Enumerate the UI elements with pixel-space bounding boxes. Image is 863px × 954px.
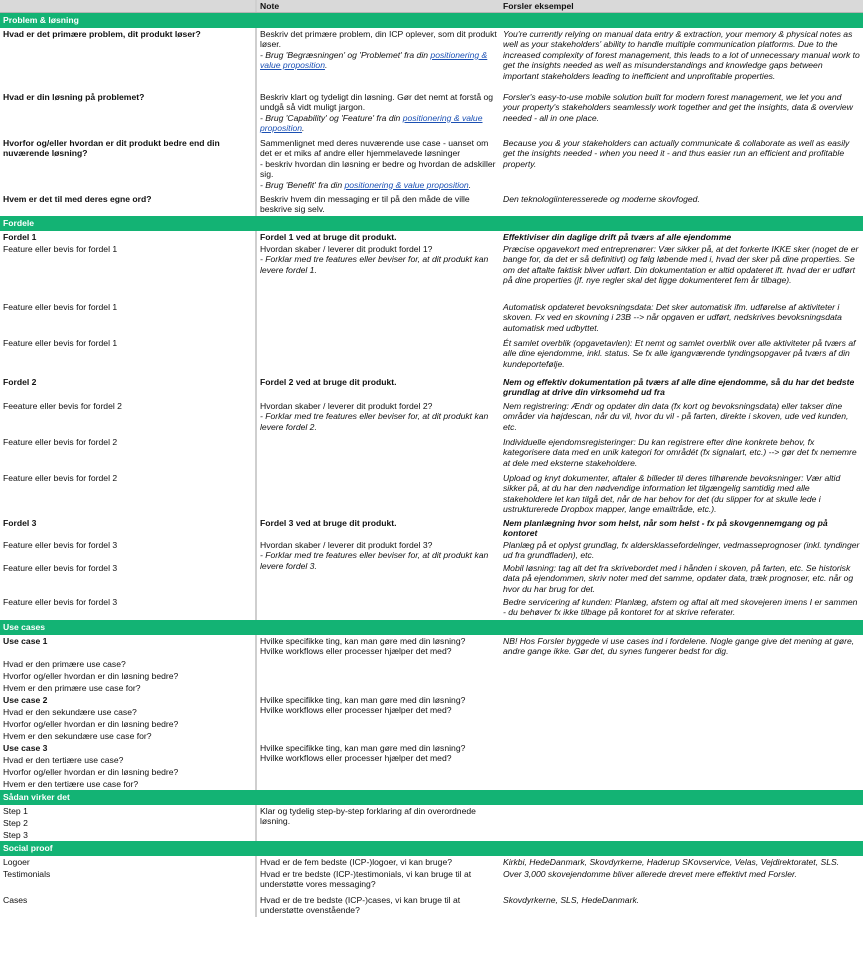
cell-note[interactable]: Hvad er de tre bedste (ICP-)cases, vi kan bruge til at understøtte ovenstående? (260, 895, 461, 916)
cell-question[interactable]: Hvad er din løsning på problemet? (3, 92, 145, 102)
note-text: Hvilke workflows eller processer hjælper det med? (260, 753, 452, 764)
cell-proof[interactable]: Logoer (3, 857, 30, 867)
cell-note[interactable]: Sammenlignet med deres nuværende use case - uanset om det er et miks af andre eller hjemmelavede løsninger - beskriv hvordan din løsning er bedre og hvordan de adskiller sig. - Brug 'Benefit' fra din positionering & value proposition. (260, 138, 496, 190)
section-row (0, 620, 863, 635)
cell-question[interactable]: Hvem er det til med deres egne ord? (3, 194, 152, 204)
cell-feature[interactable]: Feature eller bevis for fordel 2 (3, 437, 118, 447)
cell-note[interactable] (257, 539, 500, 596)
column-divider (255, 754, 257, 766)
table-row (0, 829, 863, 841)
header-example[interactable]: Forsler eksempel (500, 0, 863, 13)
cell-usecase-item[interactable]: Hvorfor og/eller hvordan er din løsning bedre? (3, 719, 179, 729)
cell-proof[interactable]: Cases (3, 895, 28, 905)
cell-usecase[interactable]: Use case 2 (3, 695, 48, 705)
cell-usecase-item[interactable]: Hvad er den sekundære use case? (3, 707, 137, 717)
cell-note[interactable]: Beskriv det primære problem, din ICP oplever, som dit produkt løser. - Brug 'Begræsningen' og 'Problemet' fra din positionering & value proposition. (260, 29, 497, 71)
header-col1[interactable] (0, 0, 255, 13)
header-row (0, 0, 863, 13)
cell-example[interactable]: Mobil løsning: tag alt det fra skrivebordet med i hånden i skoven, på farten, etc. Se historisk data på ejendommen, skriv noter med det samme, opdater data, træk prognoser, etc. når og hvor du har brug for det. (503, 563, 854, 594)
cell-example[interactable]: Forsler's easy-to-use mobile solution built for modern forest management, we let you and your property's stakeholders seamlessly work together and get the insights, data & overview needed - all in one place. (503, 92, 853, 123)
cell-note[interactable] (257, 301, 500, 337)
note-text: Hvordan skaber / leverer dit produkt fordel 2? (260, 401, 433, 411)
cell-example[interactable]: Nem planlægning hvor som helst, når som helst - fx på skovgennemgang og på kontoret (503, 518, 828, 539)
table-row (0, 400, 863, 436)
cell-usecase-item[interactable]: Hvad er den primære use case? (3, 659, 126, 669)
table-row (0, 337, 863, 373)
table-row (0, 596, 863, 620)
cell-step[interactable]: Step 1 (3, 806, 28, 816)
cell-feature[interactable]: Feature eller bevis for fordel 3 (3, 563, 118, 573)
section-fordele[interactable]: Fordele (0, 216, 863, 231)
note-text: Sammenlignet med deres nuværende use case - uanset om det er et miks af andre eller hjemmelavede løsninger (260, 138, 489, 159)
table-row (0, 472, 863, 517)
cell-example[interactable]: Because you & your stakeholders can actually communicate & collaborate as well as easily get the insights needed - when you need it - and thus easier run an efficient and profitable property. (503, 138, 850, 169)
column-divider (255, 817, 257, 829)
table-row (0, 718, 863, 730)
table-row (0, 742, 863, 754)
cell-step[interactable]: Step 2 (3, 818, 28, 828)
table-row (0, 856, 863, 868)
cell-question[interactable]: Hvad er det primære problem, dit produkt løser? (3, 29, 201, 39)
cell-note[interactable] (257, 596, 500, 620)
cell-usecase[interactable]: Use case 1 (3, 636, 48, 646)
note-text: Beskriv det primære problem, din ICP oplever, som dit produkt løser. (260, 29, 497, 50)
cell-example[interactable]: Automatisk opdateret bevoksningsdata: Det sker automatisk ifm. udførelse af aktiviteter i skoven. Fx ved en skovning i 23B --> når opgaven er udført, nedskrives bevoksningsdata automatisk med udbyttet. (503, 302, 842, 333)
cell-usecase-item[interactable]: Hvorfor og/eller hvordan er din løsning bedre? (3, 671, 179, 681)
cell-question[interactable]: Hvorfor og/eller hvordan er dit produkt bedre end din nuværende løsning? (3, 138, 220, 159)
cell-note[interactable]: Fordel 1 ved at bruge dit produkt. (260, 232, 397, 242)
table-row (0, 778, 863, 790)
section-usecases[interactable]: Use cases (0, 620, 863, 635)
table-row (0, 658, 863, 670)
cell-usecase-item[interactable]: Hvem er den sekundære use case for? (3, 731, 152, 741)
cell-feature[interactable]: Feature eller bevis for fordel 1 (3, 244, 118, 254)
table-row (0, 635, 863, 658)
table-row (0, 517, 863, 539)
section-social[interactable]: Social proof (0, 841, 863, 856)
cell-usecase-item[interactable]: Hvorfor og/eller hvordan er din løsning bedre? (3, 767, 179, 777)
table-row (0, 694, 863, 706)
note-text: Hvordan skaber / leverer dit produkt fordel 1? (260, 244, 433, 254)
cell-benefit[interactable]: Fordel 1 (3, 232, 37, 242)
cell-example[interactable]: Kirkbi, HedeDanmark, Skovdyrkerne, Haderup SKovservice, Velas, Vejdirektoratet, SLS. (503, 857, 840, 867)
table-row (0, 670, 863, 682)
cell-note[interactable] (257, 635, 500, 658)
table-row (0, 868, 863, 891)
note-hint: - Forklar med tre features eller beviser for, at dit produkt kan levere fordel 3. (260, 550, 489, 571)
table-row (0, 301, 863, 337)
cell-example[interactable]: Ét samlet overblik (opgavetavlen): Et nemt og samlet overblik over alle aktiviteter på tværs af alle dine ejendomme, inkl. status. Se fx alle igangværende tyndingsopgaver på tværs af din kundeportefølje. (503, 338, 856, 369)
cell-example[interactable]: Skovdyrkerne, SLS, HedeDanmark. (503, 895, 640, 905)
cell-usecase-item[interactable]: Hvad er den tertiære use case? (3, 755, 124, 765)
cell-note[interactable]: Hvad er de fem bedste (ICP-)logoer, vi kan bruge? (260, 857, 453, 867)
cell-note[interactable]: Klar og tydelig step-by-step forklaring af din overordnede løsning. (260, 806, 476, 827)
cell-feature[interactable]: Feature eller bevis for fordel 2 (3, 473, 118, 483)
positioning-link[interactable]: positionering & value proposition (260, 49, 488, 71)
cell-benefit[interactable]: Fordel 3 (3, 518, 37, 528)
table-row (0, 231, 863, 243)
header-note[interactable]: Note (257, 0, 500, 13)
cell-example[interactable]: Effektiviser din daglige drift på tværs af alle ejendomme (503, 232, 732, 242)
cell-feature[interactable]: Feeature eller bevis for fordel 2 (3, 401, 122, 411)
table-row (0, 28, 863, 91)
section-row (0, 841, 863, 856)
cell-example[interactable]: Bedre servicering af kunden: Planlæg, afstem og aftal alt med skovejeren imens I er sammen - du behøver fx ikke tilbage på kontoret for at skrive referater. (503, 597, 858, 618)
table-row (0, 766, 863, 778)
note-hint: - Brug 'Begræsningen' og 'Problemet' fra din (260, 49, 431, 60)
table-row (0, 730, 863, 742)
section-row (0, 790, 863, 805)
section-problem[interactable]: Problem & løsning (0, 13, 863, 29)
cell-benefit[interactable]: Fordel 2 (3, 377, 37, 387)
cell-example[interactable]: Individuelle ejendomsregisteringer: Du kan registrere efter dine konkrete behov, fx kategorisere data med en unik kategori for områdét (fx signalart, etc.) --> gør det fx nememre at dele med eksterne stakeholdere. (503, 437, 857, 468)
cell-example[interactable]: NB! Hos Forsler byggede vi use cases ind i fordelene. Nogle gange give det mening at gøre, andre gange ikke. Gør det, du synes fungerer bedst for dig. (503, 636, 855, 657)
note-text: Hvilke workflows eller processer hjælper det med? (260, 646, 452, 657)
table-row (0, 137, 863, 193)
note-text: Hvilke specifikke ting, kan man gøre med din løsning? (260, 636, 466, 646)
cell-example[interactable]: Nem registrering: Ændr og opdater din data (fx kort og bevoksningsdata) eller takser dine områder via højdescan, når du vil, hvor du vil - på farten, direkte i skoven, ude ved kunden, etc. (503, 401, 849, 432)
cell-note[interactable]: Beskriv klart og tydeligt din løsning. Gør det nemt at forstå og undgå så vidt muligt jargon. - Brug 'Capability' og 'Feature' fra din positionering & value proposition. (260, 92, 494, 134)
positioning-link[interactable]: positionering & value proposition (344, 179, 469, 190)
cell-example[interactable]: Nem og effektiv dokumentation på tværs af alle dine ejendomme, så du har det bedste grundlag at drive din virksomehd ud fra (503, 377, 855, 398)
cell-example[interactable]: Præcise opgavekort med entreprenører: Vær sikker på, at det forkerte IKKE sker (noget de er bange for, da det er så definitivt) og følg løbende med i, hvad der sker på dine properties. Se om det aftalte faktisk bliver udført. Din dokumentation er altid opdateret ift. hvad der er udført på dine properties (jf. nye regler skal det ligge dokumenteret fem år tilbage). (503, 244, 859, 286)
table-row (0, 91, 863, 137)
positioning-link[interactable]: positionering & value proposition (260, 112, 483, 134)
cell-example[interactable]: Upload og knyt dokumenter, aftaler & billeder til deres tilhørende bevoksninger: Vær altid sikker på, at du har den nødvendige information let tilgængelig samtidig med alle stakeholdere let kan tilgå det, når de har behov for det (du slipper for at skulle lede i ustrukturerede Dropbox mapper, lange emailtråde, etc.). (503, 473, 841, 515)
cell-feature[interactable]: Feature eller bevis for fordel 3 (3, 540, 118, 550)
cell-note[interactable] (257, 742, 500, 766)
note-text: Hvordan skaber / leverer dit produkt fordel 3? (260, 540, 433, 550)
section-saadan[interactable]: Sådan virker det (0, 790, 863, 805)
cell-note[interactable] (257, 694, 500, 718)
cell-note[interactable] (257, 243, 500, 301)
table-row (0, 682, 863, 694)
cell-example[interactable]: You're currently relying on manual data entry & extraction, your memory & physical notes as well as your stakeholders' ability to handle multiple communication platforms. Due to the increased complexity of forest management, this leads to a lot of unnecessary manual work to get the insights needed as well as misunderstandings and knowledge gaps between important stakeholders leading to inefficient and unprofitable properties. (503, 29, 860, 81)
note-text: Hvilke specifikke ting, kan man gøre med din løsning? (260, 743, 466, 753)
note-hint: - Forklar med tre features eller beviser for, at dit produkt kan levere fordel 1. (260, 254, 489, 275)
note-hint: - Forklar med tre features eller beviser for, at dit produkt kan levere fordel 2. (260, 411, 489, 432)
cell-feature[interactable]: Feature eller bevis for fordel 3 (3, 597, 118, 607)
cell-note[interactable] (257, 337, 500, 373)
column-divider (255, 706, 257, 718)
cell-note[interactable] (257, 400, 500, 436)
cell-usecase[interactable]: Use case 3 (3, 743, 48, 753)
cell-note[interactable]: Hvad er tre bedste (ICP-)testimonials, vi kan bruge til at understøtte vores messaging? (260, 869, 472, 890)
section-row (0, 216, 863, 231)
cell-feature[interactable]: Feature eller bevis for fordel 1 (3, 338, 118, 348)
cell-note[interactable]: Beskriv hvem din messaging er til på den måde de ville beskrive sig selv. (260, 194, 470, 215)
cell-note[interactable] (257, 472, 500, 517)
note-text: Hvilke specifikke ting, kan man gøre med din løsning? (260, 695, 466, 705)
note-hint: - Brug 'Benefit' fra din (260, 179, 345, 190)
column-divider (255, 562, 257, 596)
cell-example[interactable]: Over 3,000 skovejendomme bliver allerede drevet mere effektivt med Forsler. (503, 869, 797, 879)
table-row (0, 891, 863, 917)
section-row (0, 13, 863, 29)
cell-note[interactable]: Fordel 2 ved at bruge dit produkt. (260, 377, 397, 387)
cell-note[interactable]: Fordel 3 ved at bruge dit produkt. (260, 518, 397, 528)
cell-proof[interactable]: Testimonials (3, 869, 51, 879)
cell-example[interactable]: Den teknologiinteresserede og moderne skovfoged. (503, 194, 700, 204)
table-row (0, 539, 863, 562)
cell-usecase-item[interactable]: Hvem er den tertiære use case for? (3, 779, 139, 789)
table-row (0, 243, 863, 301)
table-row (0, 805, 863, 817)
note-text: Hvilke workflows eller processer hjælper det med? (260, 705, 452, 716)
table-row (0, 373, 863, 400)
cell-usecase-item[interactable]: Hvem er den primære use case for? (3, 683, 141, 693)
note-text: Beskriv klart og tydeligt din løsning. Gør det nemt at forstå og undgå så vidt muligt jargon. (260, 92, 494, 113)
table-row (0, 436, 863, 472)
note-text: - beskriv hvordan din løsning er bedre og hvordan de adskiller sig. (260, 158, 496, 180)
cell-step[interactable]: Step 3 (3, 830, 28, 840)
cell-note[interactable] (257, 436, 500, 472)
cell-feature[interactable]: Feature eller bevis for fordel 1 (3, 302, 118, 312)
table-row (0, 193, 863, 216)
note-hint: - Brug 'Capability' og 'Feature' fra din (260, 112, 403, 123)
cell-example[interactable]: Planlæg på et oplyst grundlag, fx aldersklassefordelinger, vedmasseprognoser (inkl. tyndinger ud fra grundfladen), etc. (503, 540, 860, 561)
